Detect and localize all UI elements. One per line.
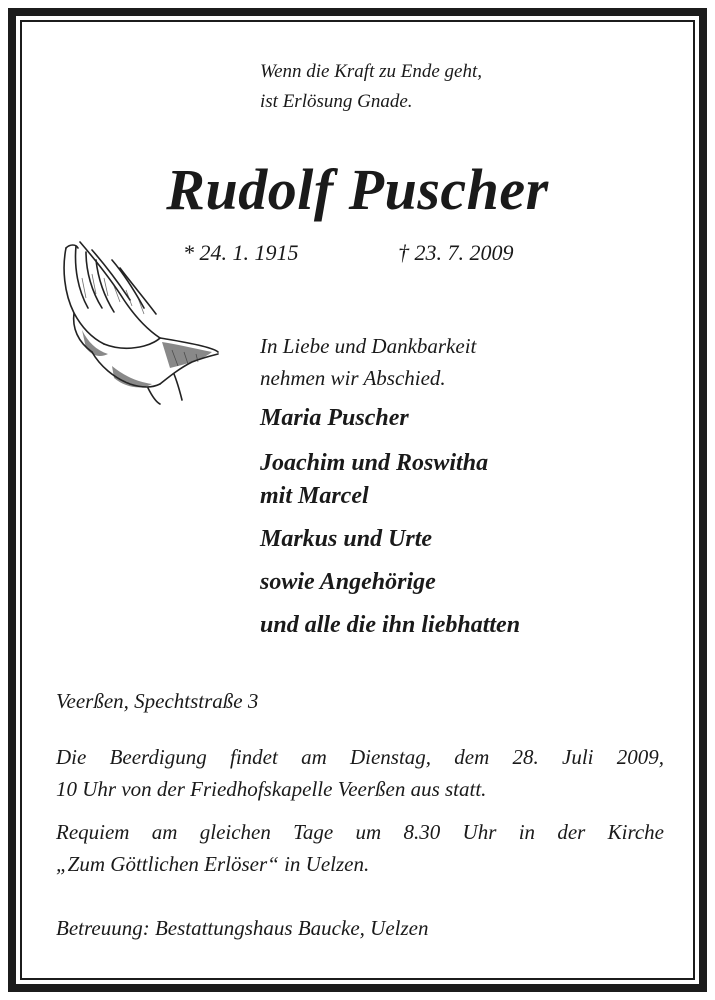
deceased-name: Rudolf Puscher — [166, 157, 549, 222]
address: Veerßen, Spechtstraße 3 — [56, 689, 259, 713]
mourner-3: mit Marcel — [260, 483, 369, 509]
death-date: † 23. 7. 2009 — [398, 240, 514, 265]
farewell-line-2: nehmen wir Abschied. — [260, 366, 446, 390]
requiem-line-2: „Zum Göttlichen Erlöser“ in Uelzen. — [56, 852, 370, 876]
mourner-6: und alle die ihn liebhatten — [260, 612, 521, 638]
motto-line-2: ist Erlösung Gnade. — [260, 91, 413, 112]
birth-date: * 24. 1. 1915 — [183, 240, 299, 265]
farewell-line-1: In Liebe und Dankbarkeit — [260, 334, 477, 358]
praying-hands-icon — [52, 238, 222, 408]
mourner-1: Maria Puscher — [260, 405, 409, 431]
motto-line-1: Wenn die Kraft zu Ende geht, — [260, 61, 482, 82]
requiem-line-1: Requiem am gleichen Tage um 8.30 Uhr in der Kirche — [56, 820, 664, 844]
mourner-5: sowie Angehörige — [260, 569, 436, 595]
funeral-line-2: 10 Uhr von der Friedhofskapelle Veerßen aus statt. — [56, 777, 487, 801]
mourner-4: Markus und Urte — [260, 526, 433, 552]
undertaker: Betreuung: Bestattungshaus Baucke, Uelzen — [56, 916, 429, 940]
mourner-2: Joachim und Roswitha — [260, 450, 489, 476]
funeral-line-1: Die Beerdigung findet am Dienstag, dem 28. Juli 2009, — [56, 745, 664, 769]
